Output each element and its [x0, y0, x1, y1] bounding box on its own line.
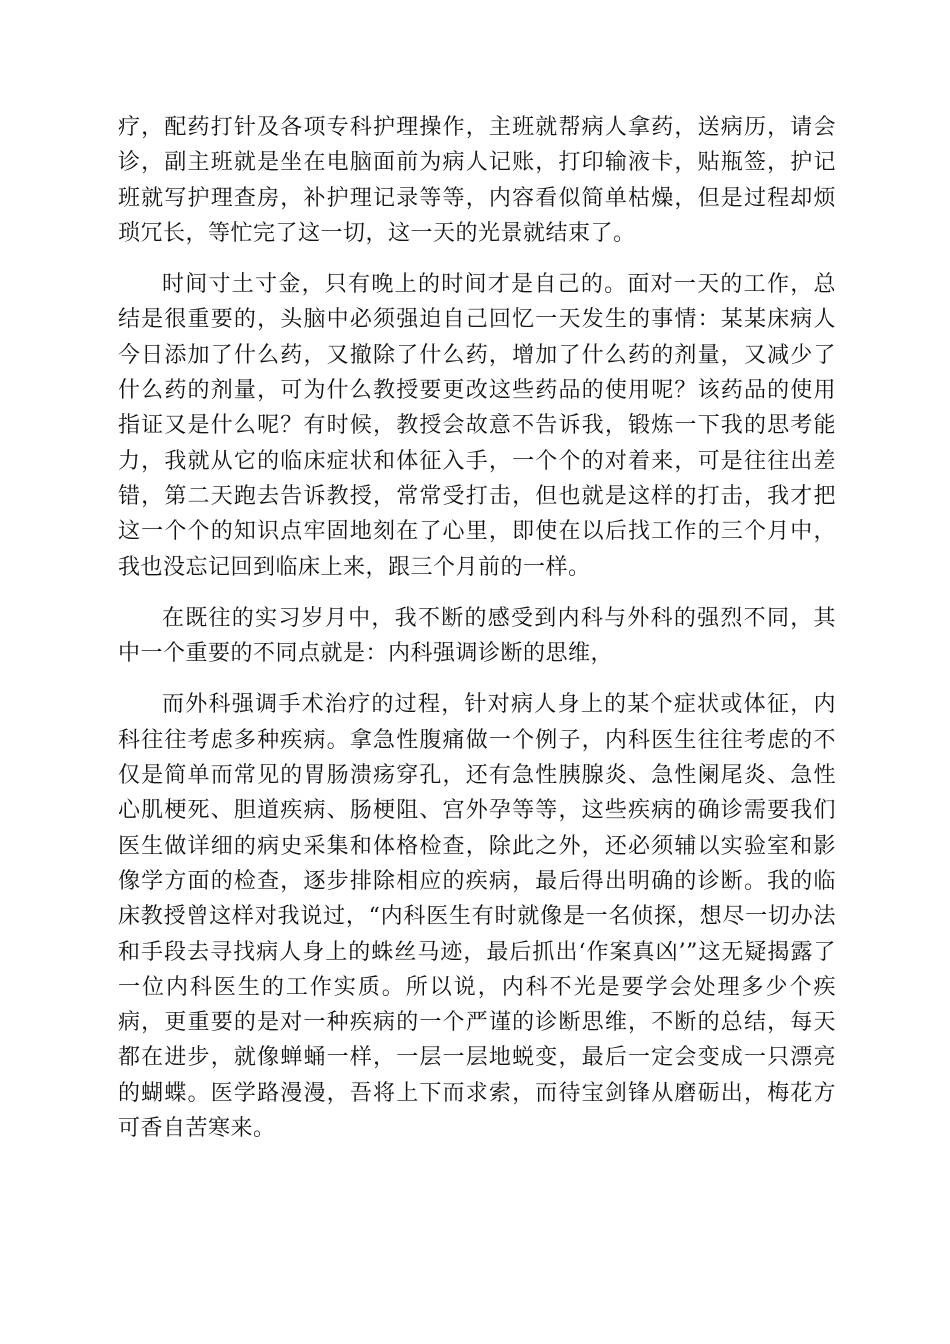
paragraph-continuation: 疗，配药打针及各项专科护理操作，主班就帮病人拿药，送病历，请会诊，副主班就是坐在电脑面前为病人记账，打印输液卡，贴瓶签，护记班就写护理查房，补护理记录等等，内容看似简单枯燥，但是过程却烦琐冗长，等忙完了这一切，这一天的光景就结束了。 [118, 115, 836, 246]
document-body [118, 110, 836, 1162]
paragraph-internal-vs-surgery: 在既往的实习岁月中，我不断的感受到内科与外科的强烈不同，其中一个重要的不同点就是：内科强调诊断的思维， [118, 605, 836, 667]
paragraph-diagnostic-thinking: 而外科强调手术治疗的过程，针对病人身上的某个症状或体征，内科往往考虑多种疾病。拿急性腹痛做一个例子，内科医生往往考虑的不仅是简单而常见的胃肠溃疡穿孔，还有急性胰腺炎、急性阑尾炎、急性心肌梗死、胆道疾病、肠梗阻、宫外孕等等，这些疾病的确诊需要我们医生做详细的病史采集和体格检查，除此之外，还必须辅以实验室和影像学方面的检查，逐步排除相应的疾病，最后得出明确的诊断。我的临床教授曾这样对我说过，“内科医生有时就像是一名侦探，想尽一切办法和手段去寻找病人身上的蛛丝马迹，最后抓出‘作案真凶’”这无疑揭露了一位内科医生的工作实质。所以说，内科不光是要学会处理多少个疾病，更重要的是对一种疾病的一个严谨的诊断思维，不断的总结，每天都在进步，就像蝉蛹一样，一层一层地蜕变，最后一定会变成一只漂亮的蝴蝶。医学路漫漫，吾将上下而求索，而待宝剑锋从磨砺出，梅花方可香自苦寒来。 [118, 692, 836, 1142]
paragraph-time-summary: 时间寸土寸金，只有晚上的时间才是自己的。面对一天的工作，总结是很重要的，头脑中必须强迫自己回忆一天发生的事情：某某床病人今日添加了什么药，又撤除了什么药，增加了什么药的剂量，又减少了什么药的剂量，可为什么教授要更改这些药品的使用呢？该药品的使用指证又是什么呢？有时候，教授会故意不告诉我，锻炼一下我的思考能力，我就从它的临床症状和体征入手，一个个的对着来，可是往往出差错，第二天跑去告诉教授，常常受打击，但也就是这样的打击，我才把这一个个的知识点牢固地刻在了心里，即使在以后找工作的三个月中，我也没忘记回到临床上来，跟三个月前的一样。 [118, 272, 836, 580]
